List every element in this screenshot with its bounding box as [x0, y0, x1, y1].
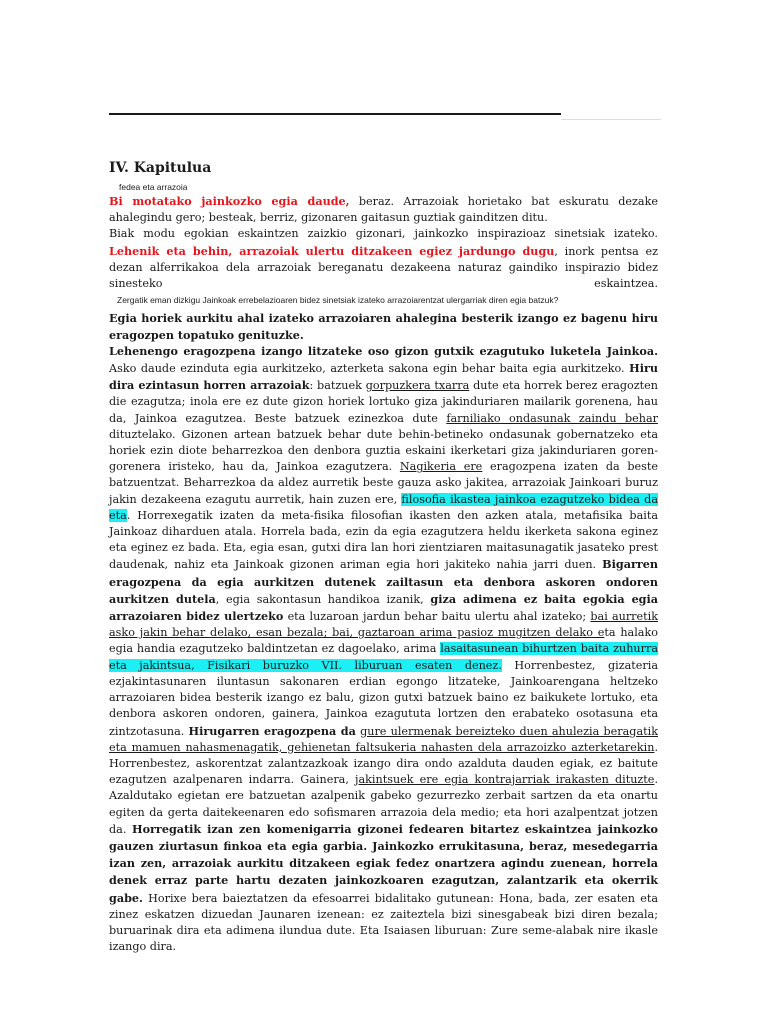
text-run: , egia sakontasun handikoa izanik,	[215, 592, 431, 606]
margin-note: fedea eta arrazoia	[119, 182, 188, 192]
text-run: eta luzaroan jardun behar baitu ulertu ahal izateko;	[283, 610, 591, 624]
text-run: dituztelako. Gizonen artean batzuek behar dute behin-betineko ondasunak gobernatzeko eta horiek ezin diote beharrezkoa den denbora guztia eskaini ikerketari giza jakinduriaren goren-gorenera iristeko, hau da, Jainkoa ezagutzera.	[109, 427, 658, 474]
text-run: : batzuek	[309, 379, 366, 393]
bold-run: Bigarren eragozpena da egia aurkitzen dutenek zailtasun eta denbora askoren ondoren aurkitzen dutela	[109, 557, 658, 606]
bold-run: Horregatik izan zen komenigarria gizonei fedearen bitartez eskaintzea jainkozko gauzen ziurtasun finkoa eta egia garbia. Jainkozko errukitasuna, beraz, mesedegarria izan zen, arrazoiak aurkitu ditzakeen egiak fedez onartzera agindu zuenean, horrela denek erraz parte hartu dezaten jainkozkoaren ezagutzan, zalantzarik eta okerrik gabe.	[109, 821, 658, 905]
paragraph-bold: Egia horiek aurkitu ahal izateko arrazoiaren ahalegina besterik izango ez bagenu hiru eragozpen topatuko genituzke.	[109, 311, 658, 342]
inline-note: Zergatik eman dizkigu Jainkoak errebelazioaren bidez sinetsiak izateko arrazoiarentzat ulergarriak diren egia batzuk?	[117, 295, 559, 306]
underlined-run: gorpuzkera txarra	[365, 379, 470, 393]
text-run: Biak modu egokian eskaintzen zaizkio gizonari, jainkozko inspirazioaz sinetsiak izateko.	[109, 227, 658, 241]
text-run: . Azaldutako egietan ere batzuetan azalpenik gabeko gezurrezko zerbait sartzen da eta onartu egiten da gerta daitekeenaren edo sofismaren arrazoia dela medio; eta hori azalpentzat jotzen da.	[109, 773, 658, 836]
highlight-red: Lehenik eta behin, arrazoiak ulertu ditzakeen egiez jardungo dugu	[109, 243, 555, 258]
header-divider	[109, 113, 561, 115]
bold-run: Lehenengo eragozpena izango litzateke oso gizon gutxik ezagutuko luketela Jainkoa.	[109, 343, 658, 358]
paragraph	[109, 226, 658, 310]
bold-run: Hirugarren eragozpena da	[188, 723, 356, 738]
underlined-run: bai aurretik asko jakin behar delako, esan bezala; bai, gaztaroan arima pasioz mugitzen delako e	[109, 610, 658, 640]
underlined-run: jakintsuek ere egia kontrajarriak irakasten dituzte	[355, 773, 655, 787]
highlight-cyan: lasaitasunean bihurtzen baita zuhurra eta jakintsua, Fisikari buruzko VII. liburuan esaten denez.	[109, 642, 658, 672]
text-run: ta halako egia handia ezagutzeko baldintzetan ez dagoelako, arima	[109, 626, 658, 656]
header-divider-light	[561, 119, 661, 120]
underlined-run: gure ulermenak bereizteko duen ahulezia beragatik eta mamuen nahasmenagatik, gehienetan faltsukeria nahasten dela arrazoizko azterketarekin	[109, 724, 658, 754]
underlined-run: farniliako ondasunak zaindu behar	[446, 411, 658, 425]
text-run: beraz. Arrazoiak horietako bat eskuratu dezake ahalegindu gero; besteak, berriz, gizonaren gaitasun guztiak gainditzen ditu.	[109, 195, 658, 225]
underlined-run: Nagikeria ere	[399, 460, 483, 474]
text-run: . Horrenbestez, askorentzat zalantzazkoak izango dira ondo azalduta dauden egiak, ez baitute ezagutzen azalpenaren indarra. Gainera,	[109, 740, 658, 787]
text-run: Asko daude ezinduta egia aurkitzeko, azterketa sakona egin behar baita egia aurkitzeko.	[109, 362, 630, 376]
bold-run: Hiru dira ezintasun horren arrazoiak	[109, 361, 658, 393]
bold-run: giza adimena ez baita egokia egia arrazoiaren bidez ulertzeko	[109, 591, 659, 624]
paragraph	[109, 343, 658, 956]
text-run: Horixe bera baieztatzen da efesoarrei bidalitako gutunean: Hona, bada, zer esaten eta zinez eskatzen dizuedan Jaunaren izenean: ez zaiteztela bizi sinesgabeak bizi diren bezala; buruarinak dira eta adimena ilundua dute. Eta Isaiasen liburuan: Zure seme-alabak nire ikasle izango dira.	[109, 891, 658, 954]
text-run: . Horrexegatik izaten da meta-fisika filosofian ikasten den azken atala, metafisika baita Jainkoaz diharduen atala. Horrela bada, ezin da egia ezagutzera heldu ikerketa sakona eginez eta eginez ez bada. Eta, egia esan, gutxi dira lan hori zientziaren maitasunagatik jasateko prest daudenak, nahiz eta Jainkoak gizonen ariman egia hori jakiteko nahia jarri duen.	[109, 508, 658, 572]
text-run: , inork pentsa ez dezan alferrikakoa dela arrazoiak bereganatu dezakeena naturaz gaindiko inspirazio bidez sinesteko eskaintzea.	[109, 244, 658, 291]
chapter-body	[109, 193, 658, 955]
paragraph	[109, 193, 658, 226]
text-run: dute eta horrek berez eragozten die ezagutza; inola ere ez dute gizon horiek lortuko giza jakinduriaren mailarik gorenena, hau da, Jainkoa ezagutzea. Beste batzuek ezinezkoa dute	[109, 379, 659, 425]
text-run: Horrenbestez, gizateria ezjakintasunaren iluntasun sakonaren erdian egongo litzateke, Jainkoarengana heltzeko arrazoiaren bidea besterik izango ez balu, gizon gutxi batzuek baino ez baikukete lortuko, eta denbora askoren ondoren, gainera, Jainkoa ezagututa lortzen den erabateko osotasuna eta zintzotasuna.	[109, 658, 658, 738]
highlight-red: Bi motatako jainkozko egia daude,	[109, 194, 350, 208]
text-run: eragozpena izaten da beste batzuentzat. Beharrezkoa da aldez aurretik beste gauza asko jakitea, arrazoiak Jainkoari buruz jakin dezakeena ezagutu aurretik, hain zuzen ere,	[109, 460, 658, 506]
chapter-title: IV. Kapitulua	[109, 160, 212, 176]
highlight-cyan: filosofia ikastea jainkoa ezagutzeko bidea da eta	[109, 492, 658, 522]
